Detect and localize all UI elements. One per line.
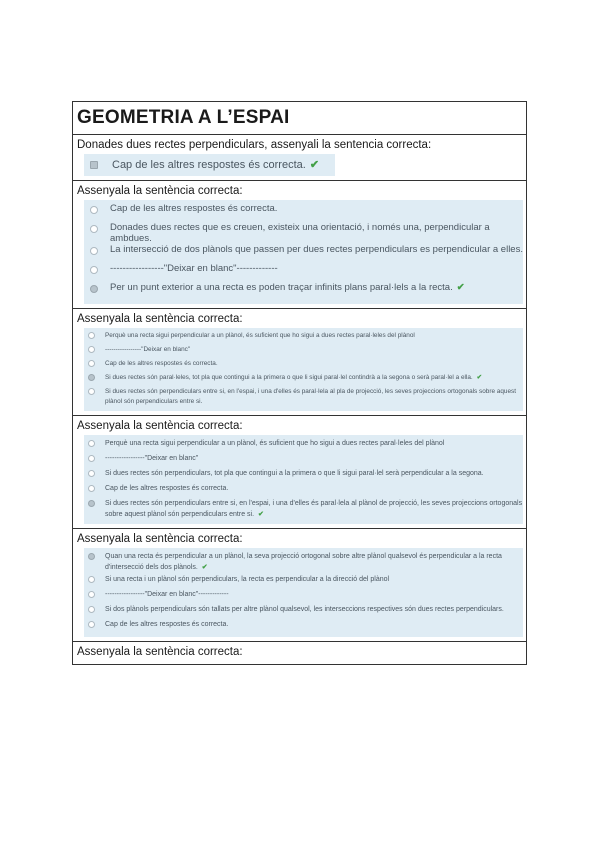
questions-list [73,135,526,665]
answer-options [84,154,335,176]
answer-option[interactable] [84,468,523,483]
radio-icon[interactable] [88,332,95,339]
answer-option[interactable] [84,453,523,468]
answer-options [84,200,523,304]
answer-text [110,203,277,214]
answer-text [105,373,482,383]
answer-option[interactable] [84,619,523,634]
checkmark-icon: ✔ [201,564,208,572]
radio-selected-icon[interactable] [90,161,98,169]
answer-option[interactable] [84,498,523,521]
answer-option[interactable] [84,244,523,263]
answer-option[interactable] [84,222,523,244]
question-prompt: Assenyala la sentència correcta: [77,532,243,545]
answer-label: -----------------"Deixar en blanc" [105,346,191,353]
radio-icon[interactable] [90,225,98,233]
question-prompt: Assenyala la sentència correcta: [77,645,243,658]
question-block [73,181,526,309]
question-prompt: Assenyala la sentència correcta: [77,185,243,197]
question-block [73,529,526,642]
radio-icon[interactable] [90,266,98,274]
answer-text [105,589,229,601]
answer-option[interactable] [84,438,523,453]
answer-label: La intersecció de dos plànols que passen per dues rectes perpendiculars es perpendicular a elles. [110,244,523,255]
answer-text [105,331,415,341]
answer-option[interactable] [84,551,523,574]
answer-text [105,345,190,355]
answer-text [105,387,523,408]
answer-label: Cap de les altres respostes és correcta. [105,360,218,367]
quiz-sheet [72,101,527,665]
answer-text [105,619,228,631]
answer-option[interactable] [84,282,523,301]
answer-text [105,359,218,369]
answer-text [110,244,523,255]
answer-label: Perquè una recta sigui perpendicular a un plànol, és suficient que ho sigui a dues rectes paral·leles del plànol [105,439,445,447]
radio-selected-icon[interactable] [90,285,98,293]
answer-option[interactable] [84,604,523,619]
answer-option[interactable] [84,263,523,282]
answer-label: Si dues rectes són perpendiculars, tot pla que contingui a la primera o que li sigui paral·lel serà perpendicular a la segona. [105,469,484,477]
answer-text [105,468,484,480]
answer-text [105,551,523,574]
radio-icon[interactable] [88,388,95,395]
checkmark-icon: ✔ [309,159,320,171]
answer-text [105,483,228,495]
title-block [73,102,526,135]
answer-text [112,158,319,171]
answer-option[interactable] [84,331,523,345]
radio-icon[interactable] [90,247,98,255]
radio-icon[interactable] [88,576,95,583]
radio-selected-icon[interactable] [88,374,95,381]
answer-options [84,548,523,637]
answer-label: Cap de les altres respostes és correcta. [105,620,229,628]
answer-option[interactable] [84,574,523,589]
answer-label: Si una recta i un plànol són perpendiculars, la recta es perpendicular a la direcció del plànol [105,575,390,583]
answer-text [105,498,523,521]
answer-label: -----------------"Deixar en blanc"------------- [110,263,278,274]
radio-icon[interactable] [88,455,95,462]
radio-icon[interactable] [88,470,95,477]
answer-option[interactable] [90,158,319,171]
answer-label: Cap de les altres respostes és correcta. [105,484,229,492]
radio-icon[interactable] [88,440,95,447]
answer-option[interactable] [84,203,523,222]
answer-option[interactable] [84,483,523,498]
radio-icon[interactable] [88,591,95,598]
radio-icon[interactable] [88,346,95,353]
question-prompt: Assenyala la sentència correcta: [77,313,243,325]
page-title: GEOMETRIA A L’ESPAI [77,107,290,128]
answer-option[interactable] [84,345,523,359]
answer-label: Donades dues rectes que es creuen, existeix una orientació, i només una, perpendicular a ambdues. [110,222,490,244]
question-block [73,642,526,665]
answer-option[interactable] [84,387,523,408]
answer-text [105,438,444,450]
answer-label: -----------------"Deixar en blanc" [105,454,199,462]
answer-option[interactable] [84,373,523,387]
radio-icon[interactable] [88,621,95,628]
answer-text [110,263,278,274]
radio-icon[interactable] [88,606,95,613]
answer-text [105,604,504,616]
checkmark-icon: ✔ [476,374,483,381]
checkmark-icon: ✔ [258,511,264,519]
answer-label: Si dos plànols perpendiculars són tallats per altre plànol qualsevol, les interseccions respectives són dues rectes perpendiculars. [105,605,504,613]
radio-icon[interactable] [90,206,98,214]
radio-icon[interactable] [88,485,95,492]
answer-text [105,453,198,465]
answer-option[interactable] [84,589,523,604]
radio-selected-icon[interactable] [88,500,95,507]
answer-label: Si dues rectes són perpendiculars entre si, en l'espai, i una d'elles és paral·lela al pla de projecció, les seves projeccions ortogonals sobre aquest plànol són perpendiculars entre si. [105,388,516,406]
answer-label: Per un punt exterior a una recta es poden traçar infinits plans paral·lels a la recta. [110,282,453,293]
answer-options [84,435,523,524]
answer-text [110,222,523,244]
answer-label: Perquè una recta sigui perpendicular a un plànol, és suficient que ho sigui a dues rectes paral·leles del plànol [105,332,415,339]
question-block [73,135,526,181]
radio-selected-icon[interactable] [88,553,95,560]
question-block [73,416,526,529]
checkmark-icon: ✔ [456,282,465,293]
answer-label: Cap de les altres respostes és correcta. [112,159,306,171]
question-prompt: Assenyala la sentència correcta: [77,419,243,432]
answer-text [105,574,389,586]
answer-label: Cap de les altres respostes és correcta. [110,203,278,214]
answer-text [110,282,465,293]
question-block [73,309,526,416]
radio-icon[interactable] [88,360,95,367]
answer-label: Si dues rectes són paral·leles, tot pla que contingui a la primera o que li sigui paral·lel contindrà a la segona o serà paral·lel a ella. [105,374,473,381]
answer-label: -----------------"Deixar en blanc"------------- [105,590,229,598]
answer-options [84,328,523,411]
answer-option[interactable] [84,359,523,373]
answer-label: Quan una recta és perpendicular a un plànol, la seva projecció ortogonal sobre altre plànol qualsevol és perpendicular a la recta d'intersecció dels dos plànols. [105,552,502,572]
question-prompt: Donades dues rectes perpendiculars, assenyali la sentencia correcta: [77,139,432,151]
answer-label: Si dues rectes són perpendiculars entre si, en l'espai, i una d'elles és paral·lela al plànol de projecció, les seves projeccions ortogonals sobre aquest plànol són perpendiculars entre si. [105,499,523,519]
